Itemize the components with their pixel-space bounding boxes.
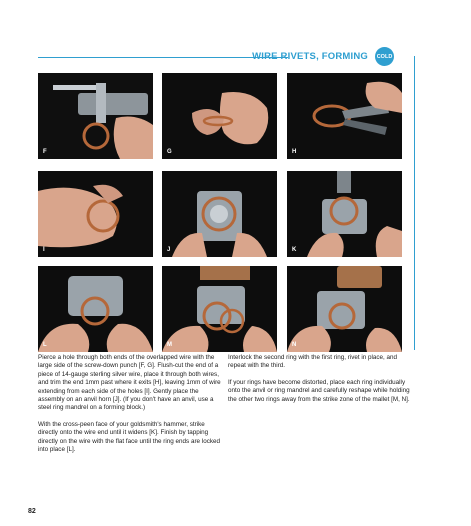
fingers-ring-photo: [162, 73, 277, 159]
text-column-left: [38, 354, 221, 462]
photo-l: [38, 266, 153, 352]
photo-label: N: [292, 342, 297, 348]
photo-label: I: [43, 247, 45, 253]
paragraph: Interlock the second ring with the first ring, rivet in place, and repeat with the third.: [228, 354, 398, 370]
paragraph: Pierce a hole through both ends of the overlapped wire with the large side of the screw-down punch [F, G]. Flush-cut the end of a piece of 14-gauge sterling silver wire, place it through both wires, and trim the end 1mm past where it exits [H], leaving 1mm of wire extending from each side of the holes [I]. Gently place the assembly on an anvil horn [J]. (If you don't have an anvil, use a steel ring mandrel on a forming block.): [38, 354, 221, 412]
cold-badge-icon: COLD: [375, 47, 394, 66]
photo-label: G: [167, 149, 172, 155]
photo-label: L: [43, 342, 47, 348]
photo-label: K: [292, 247, 297, 253]
hammer-strike-photo: [287, 171, 402, 257]
photo-k: [287, 171, 402, 257]
text-column-right: [228, 354, 416, 412]
photo-label: M: [167, 342, 172, 348]
paragraph: If your rings have become distorted, place each ring individually onto the anvil or ring mandrel and carefully reshape while holding the other two rings away from the strike zone of the mallet [M, N].: [228, 378, 410, 403]
page-number: 82: [28, 508, 36, 515]
cutter-ring-photo: [287, 73, 402, 159]
photo-label: F: [43, 149, 47, 155]
photo-g: [162, 73, 277, 159]
anvil-ring-photo: [162, 171, 277, 257]
frame-rule: [414, 56, 415, 350]
photo-n: [287, 266, 402, 352]
paragraph: With the cross-peen face of your goldsmith's hammer, strike directly onto the wire end until it widens [K]. Finish by tapping directly on the wire with the flat face until the ring ends are locked into place [L].: [38, 420, 221, 454]
section-title: WIRE RIVETS, FORMING: [252, 51, 368, 62]
hand-ring-photo: [38, 171, 153, 257]
anvil-finish-photo: [38, 266, 153, 352]
photo-j: [162, 171, 277, 257]
section-header: [26, 48, 414, 68]
photo-h: [287, 73, 402, 159]
header-rule: [38, 57, 288, 58]
photo-label: J: [167, 247, 171, 253]
photo-label: H: [292, 149, 297, 155]
reshape-ring-photo: [162, 266, 277, 352]
photo-f: [38, 73, 153, 159]
photo-i: [38, 171, 153, 257]
mallet-reshape-photo: [287, 266, 402, 352]
photo-m: [162, 266, 277, 352]
punch-tool-photo: [38, 73, 153, 159]
